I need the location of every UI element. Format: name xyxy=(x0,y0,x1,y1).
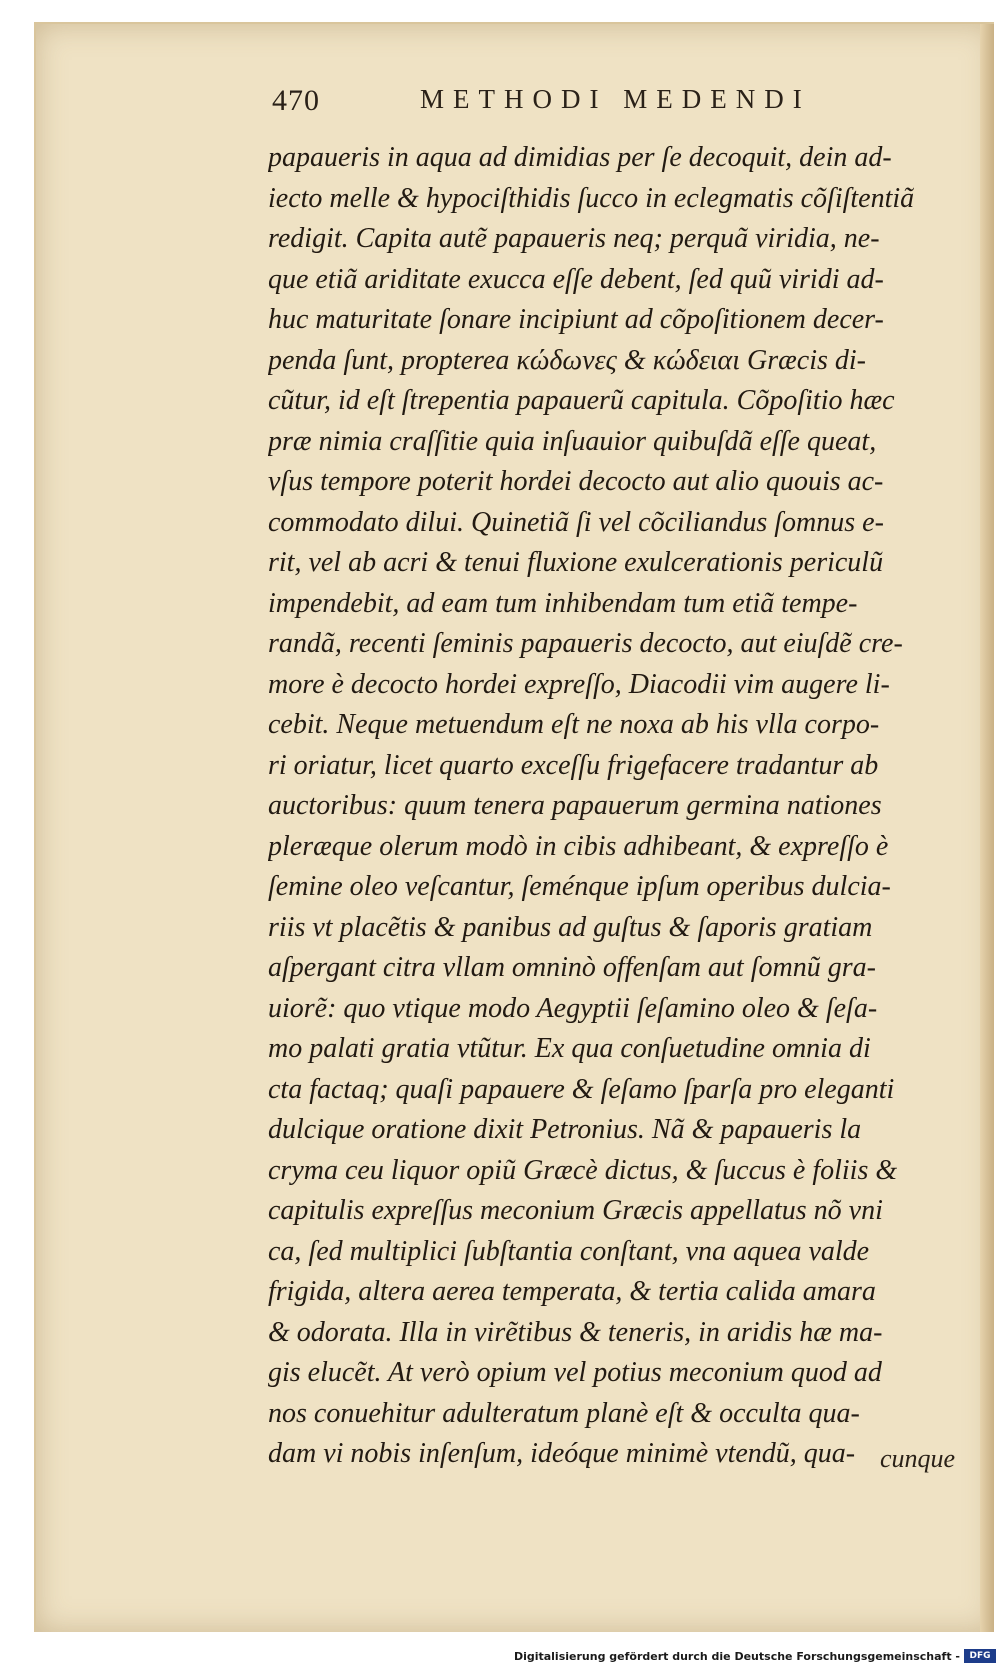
digitization-footer xyxy=(0,1645,1000,1670)
page-edge xyxy=(980,24,994,1632)
text-line: penda ſunt, propterea κώδωνες & κώδειαι Græcis di- xyxy=(268,344,866,376)
text-line: ca, ſed multiplici ſubſtantia conſtant, vna aquea valde xyxy=(268,1235,870,1267)
dfg-logo-icon: DFG xyxy=(964,1649,996,1663)
text-line: dam vi nobis inſenſum, ideóque minimè vtendũ, qua- xyxy=(268,1438,856,1469)
funding-credit: Digitalisierung gefördert durch die Deutsche Forschungsgemeinschaft - xyxy=(513,1650,960,1663)
body-text xyxy=(268,138,958,1475)
text-line: que etiã ariditate exucca eſſe debent, ſed quũ viridi ad- xyxy=(268,263,884,295)
text-line: iecto melle & hypociſthidis ſucco in eclegmatis cõſiſtentiã xyxy=(268,182,915,214)
running-head: METHODI MEDENDI xyxy=(420,84,811,114)
text-line: more è decocto hordei expreſſo, Diacodii vim augere li- xyxy=(268,668,890,700)
text-line: cta factaq; quaſi papauere & ſeſamo ſparſa pro eleganti xyxy=(268,1073,895,1105)
text-line: uiorẽ: quo vtique modo Aegyptii ſeſamino oleo & ſeſa- xyxy=(268,992,878,1024)
text-line: papaueris in aqua ad dimidias per ſe decoquit, dein ad- xyxy=(268,142,892,173)
text-line: ri oriatur, licet quarto exceſſu frigefacere tradantur ab xyxy=(268,749,879,781)
text-line: ſemine oleo veſcantur, ſeménque ipſum operibus dulcia- xyxy=(268,871,891,902)
text-line: cebit. Neque metuendum eſt ne noxa ab his vlla corpo- xyxy=(268,709,880,740)
text-line: vſus tempore poterit hordei decocto aut alio quouis ac- xyxy=(268,466,884,497)
text-line: dulcique oratione dixit Petronius. Nã & papaueris la xyxy=(268,1114,862,1145)
text-line: cryma ceu liquor opiũ Græcè dictus, & ſuccus è foliis & xyxy=(268,1154,898,1186)
text-line: riis vt placẽtis & panibus ad guſtus & ſaporis gratiam xyxy=(268,911,873,943)
page-header xyxy=(272,84,872,124)
text-line: auctoribus: quum tenera papauerum germina nationes xyxy=(268,790,882,821)
text-line: pleræque olerum modò in cibis adhibeant, & expreſſo è xyxy=(268,830,889,862)
text-line: nos conuehitur adulteratum planè eſt & occulta qua- xyxy=(268,1397,860,1429)
text-line: randã, recenti ſeminis papaueris decocto, aut eiuſdẽ cre- xyxy=(268,628,903,659)
text-line: rit, vel ab acri & tenui fluxione exulcerationis periculũ xyxy=(268,547,884,578)
page-number: 470 xyxy=(272,84,320,117)
text-line: impendebit, ad eam tum inhibendam tum etiã tempe- xyxy=(268,587,858,619)
text-line: aſpergant citra vllam omninò offenſam aut ſomnũ gra- xyxy=(268,952,876,983)
text-line: & odorata. Illa in virẽtibus & teneris, in aridis hæ ma- xyxy=(268,1316,883,1348)
text-line: redigit. Capita autẽ papaueris neq; perquã viridia, ne- xyxy=(268,223,880,254)
text-line: cũtur, id eſt ſtrepentia papauerũ capitula. Cõpoſitio hæc xyxy=(268,385,895,416)
text-line: huc maturitate ſonare incipiunt ad cõpoſitionem decer- xyxy=(268,304,884,335)
text-line: mo palati gratia vtũtur. Ex qua conſuetudine omnia di xyxy=(268,1033,871,1064)
catchword: cunque xyxy=(880,1444,956,1473)
text-line: frigida, altera aerea temperata, & tertia calida amara xyxy=(268,1276,876,1307)
text-line: commodato dilui. Quinetiã ſi vel cõciliandus ſomnus e- xyxy=(268,506,884,538)
text-line: gis elucẽt. At verò opium vel potius meconium quod ad xyxy=(268,1357,882,1388)
text-line: capitulis expreſſus meconium Græcis appellatus nõ vni xyxy=(268,1195,883,1226)
text-line: præ nimia craſſitie quia inſuauior quibuſdã eſſe queat, xyxy=(268,425,877,457)
